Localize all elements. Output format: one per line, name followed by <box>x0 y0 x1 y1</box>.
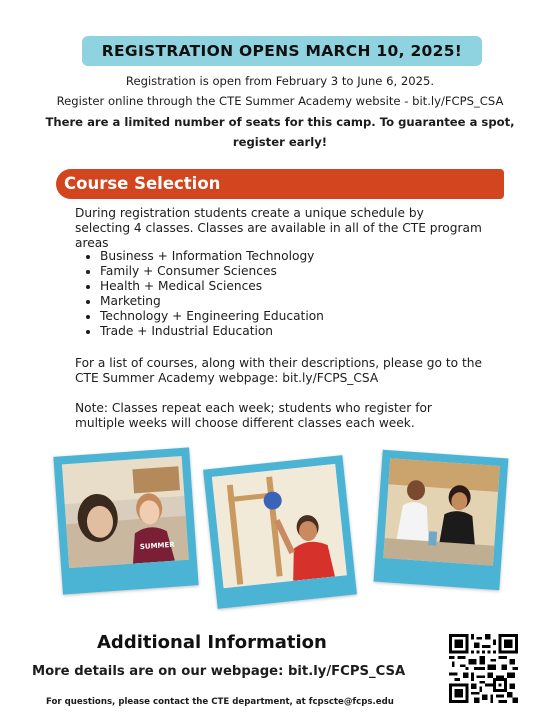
list-item: • Marketing <box>100 294 324 309</box>
registration-dates: Registration is open from February 3 to June 6, 2025. <box>125 74 435 88</box>
photo-lab <box>374 450 509 590</box>
cosmetology-image <box>62 456 189 568</box>
lab-image <box>383 458 500 565</box>
course-intro-line: selecting 4 classes. Classes are available in all of the CTE program <box>75 221 482 235</box>
list-item: • Trade + Industrial Education <box>100 324 324 339</box>
course-intro <box>75 206 515 251</box>
repeat-note-line: multiple weeks will choose different classes each week. <box>75 416 415 430</box>
list-item: • Family + Consumer Sciences <box>100 264 324 279</box>
more-details: More details are on our webpage: bit.ly/FCPS_CSA <box>32 664 406 679</box>
course-selection-title: Course Selection <box>64 174 221 193</box>
qr-code-image <box>449 634 518 703</box>
program-areas-list <box>88 249 324 339</box>
register-early-notice: register early! <box>232 135 328 149</box>
photo-engineering <box>203 455 357 609</box>
course-intro-line: During registration students create a unique schedule by <box>75 206 424 220</box>
additional-info-title: Additional Information <box>97 632 327 653</box>
registration-banner: REGISTRATION OPENS MARCH 10, 2025! <box>82 36 482 66</box>
repeat-note-line: Note: Classes repeat each week; students who register for <box>75 401 432 415</box>
course-intro-line: areas <box>75 236 109 250</box>
courses-note-line: For a list of courses, along with their descriptions, please go to the <box>75 356 482 370</box>
list-item: • Business + Information Technology <box>100 249 324 264</box>
engineering-image <box>212 464 347 588</box>
qr-code[interactable] <box>449 634 518 703</box>
limited-seats-notice: There are a limited number of seats for this camp. To guarantee a spot, <box>45 115 515 129</box>
courses-note-line: CTE Summer Academy webpage: bit.ly/FCPS_CSA <box>75 371 379 385</box>
photo-cosmetology <box>53 447 198 594</box>
list-item: • Technology + Engineering Education <box>100 309 324 324</box>
registration-website: Register online through the CTE Summer Academy website - bit.ly/FCPS_CSA <box>56 94 504 108</box>
courses-note <box>75 356 515 386</box>
repeat-note <box>75 401 515 431</box>
shirt-text: SUMMER <box>139 540 175 552</box>
list-item: • Health + Medical Sciences <box>100 279 324 294</box>
contact-info: For questions, please contact the CTE department, at fcpscte@fcps.edu <box>46 697 394 707</box>
